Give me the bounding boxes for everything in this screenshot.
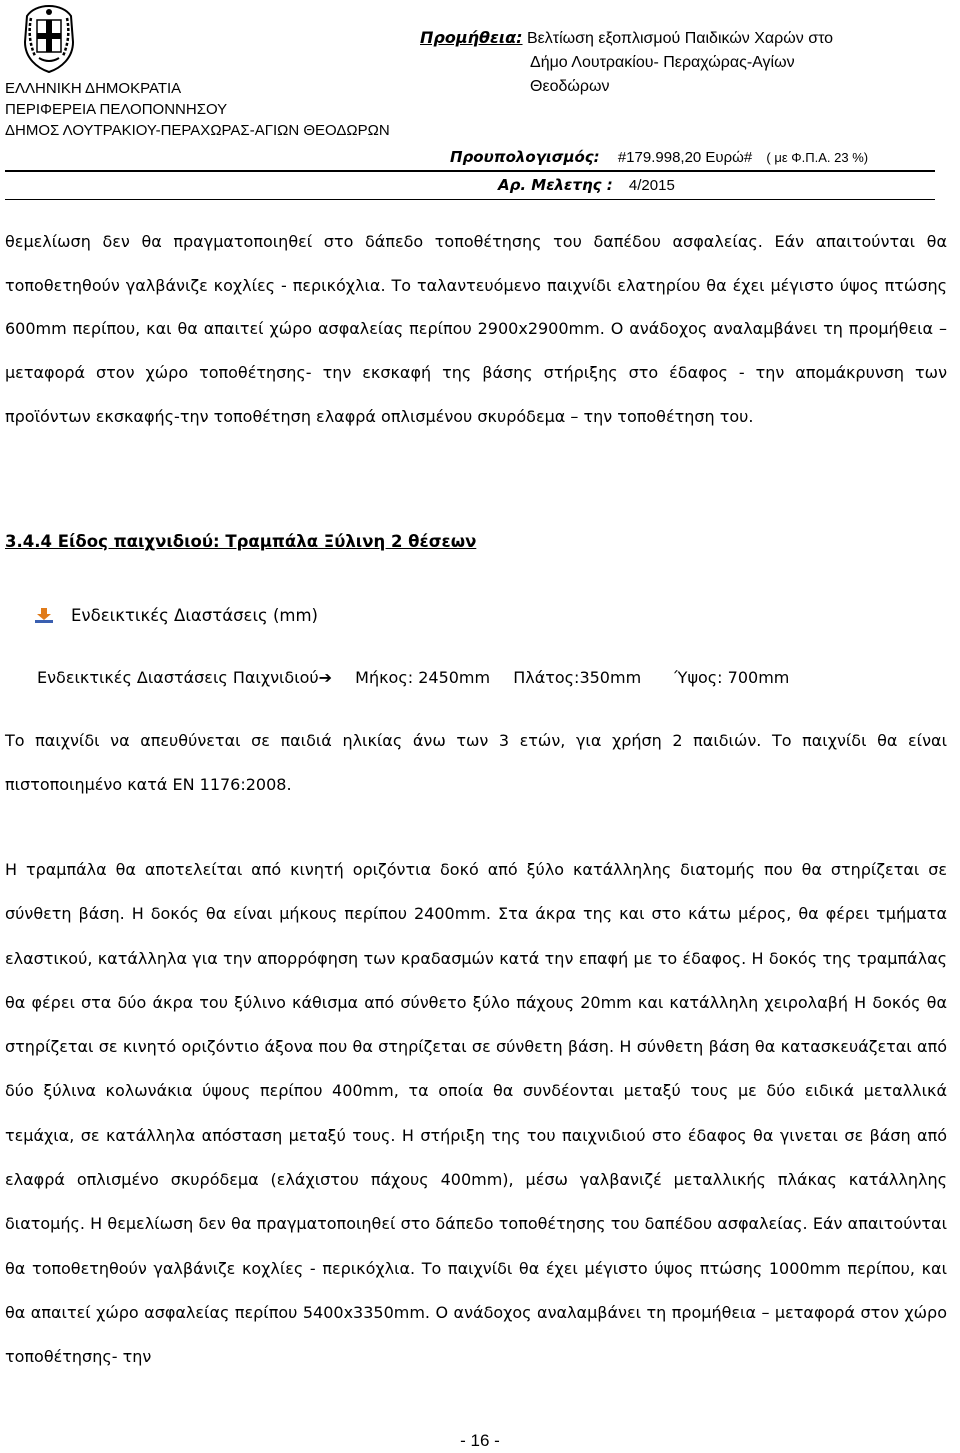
dims-label: Ενδεικτικές Διαστάσεις Παιχνιδιού: [37, 668, 319, 687]
procurement-line1: Βελτίωση εξοπλισμού Παιδικών Χαρών στο: [522, 30, 834, 47]
dims-width: Πλάτος:350mm: [513, 668, 642, 687]
header-rule: [5, 170, 935, 172]
budget-value: #179.998,20 Ευρώ#: [617, 149, 753, 166]
study-label: Αρ. Μελετης :: [498, 176, 613, 194]
study-value: 4/2015: [628, 177, 675, 194]
procurement-label: Προμήθεια:: [420, 28, 523, 47]
dims-length: Μήκος: 2450mm: [355, 668, 491, 687]
arrow-down-bullet-icon: [35, 608, 53, 624]
procurement-line3: Θεοδώρων: [530, 78, 610, 95]
paragraph-2: Το παιχνίδι να απευθύνεται σε παιδιά ηλικίας άνω των 3 ετών, για χρήση 2 παιδιών. Το παιχνίδι θα είναι πιστοποιημένο κατά EN 1176:2008.: [5, 731, 947, 794]
section-heading: 3.4.4 Είδος παιχνιδιού: Τραμπάλα Ξύλινη 2 θέσεων: [5, 532, 477, 551]
coat-of-arms-icon: [17, 2, 81, 74]
budget-label: Προυπολογισμός:: [450, 148, 600, 166]
arrow-right-icon: ➔: [318, 668, 333, 687]
paragraph-3: Η τραμπάλα θα αποτελείται από κινητή οριζόντια δοκό από ξύλο κατάλληλης διατομής που θα στηρίζεται σε σύνθετη βάση. Η δοκός θα είναι μήκους περίπου 2400mm. Στα άκρα της και στο κάτω μέρος, θα φέρει τμήματα ελαστικού, κατάλληλα για την απορρόφηση των κραδασμών κατά την επαφή με το έδαφος. Η δοκός της τραμπάλας θα φέρει στα δύο άκρα του ξύλινο κάθισμα από σύνθετο ξύλο πάχους 20mm και κατάλληλη χειρολαβή Η δοκός θα στηρίζεται σε κινητό οριζόντιο άξονα που θα στηρίζεται σε σύνθετη βάση. Η σύνθετη βάση θα κατασκευάζεται από δύο ξύλινα κολωνάκια ύψους περίπου 400mm, τα οποία θα συνδέονται μεταξύ τους με δύο ειδικά μεταλλικά τεμάχια, σε κατάλληλα απόσταση μεταξύ τους. Η στήριξη της του παιχνιδιού στο έδαφος θα γινεται σε βάση από ελαφρά οπλισμένο σκυρόδεμα (ελάχιστου πάχους 400mm), μέσω γαλβανιζέ μεταλλικής πλάκας κατάλληλης διατομής. Η θεμελίωση δεν θα πραγματοποιηθεί στο δάπεδο τοποθέτησης του δαπέδου ασφαλείας. Εάν απαιτούνται θα τοποθετηθούν γαλβάνιζε κοχλίες - περικόχλια. Το παιχνίδι θα έχει μέγιστο ύψος πτώσης 1000mm περίπου, και θα απαιτεί χώρο ασφαλείας περίπου 5400x3350mm. Ο ανάδοχος αναλαμβάνει τη προμήθεια – μεταφορά στον χώρο τοποθέτησης- την: [5, 860, 948, 1367]
org-line-2: ΠΕΡΙΦΕΡΕΙΑ ΠΕΛΟΠΟΝΝΗΣΟΥ: [5, 101, 228, 118]
procurement-line2: Δήμο Λουτρακίου- Περαχώρας-Αγίων: [530, 54, 795, 71]
paragraph-1: θεμελίωση δεν θα πραγματοποιηθεί στο δάπεδο τοποθέτησης του δαπέδου ασφαλείας. Εάν απαιτούνται θα τοποθετηθούν γαλβάνιζε κοχλίες - περικόχλια. Το ταλαντευόμενο παιχνίδι ελατηρίου θα έχει μέγιστο ύψος πτώσης 600mm περίπου, και θα απαιτεί χώρο ασφαλείας περίπου 2900x2900mm. Ο ανάδοχος αναλαμβάνει τη προμήθεια – μεταφορά στον χώρο τοποθέτησης- την εκσκαφή της βάσης στήριξης στο έδαφος - την απομάκρυνση των προϊόντων εκσκαφής-την τοποθέτηση ελαφρά οπλισμένου σκυρόδεμα – την τοποθέτηση του.: [5, 232, 947, 426]
budget-line: [450, 148, 868, 166]
org-line-1: ΕΛΛΗΝΙΚΗ ΔΗΜΟΚΡΑΤΙΑ: [5, 80, 182, 97]
budget-note: ( με Φ.Π.Α. 23 %): [766, 150, 869, 165]
study-line: [498, 176, 675, 194]
bullet-text: Ενδεικτικές Διαστάσεις (mm): [71, 606, 318, 625]
procurement-title: [420, 26, 940, 99]
bullet-item: [35, 606, 318, 625]
page-number: - 16 -: [460, 1431, 500, 1450]
header-rule-bottom: [5, 199, 935, 200]
dims-height: Ύψος: 700mm: [674, 668, 790, 687]
org-line-3: ΔΗΜΟΣ ΛΟΥΤΡΑΚΙΟΥ-ΠΕΡΑΧΩΡΑΣ-ΑΓΙΩΝ ΘΕΟΔΩΡΩΝ: [5, 122, 390, 139]
dimensions-row: [37, 668, 789, 687]
